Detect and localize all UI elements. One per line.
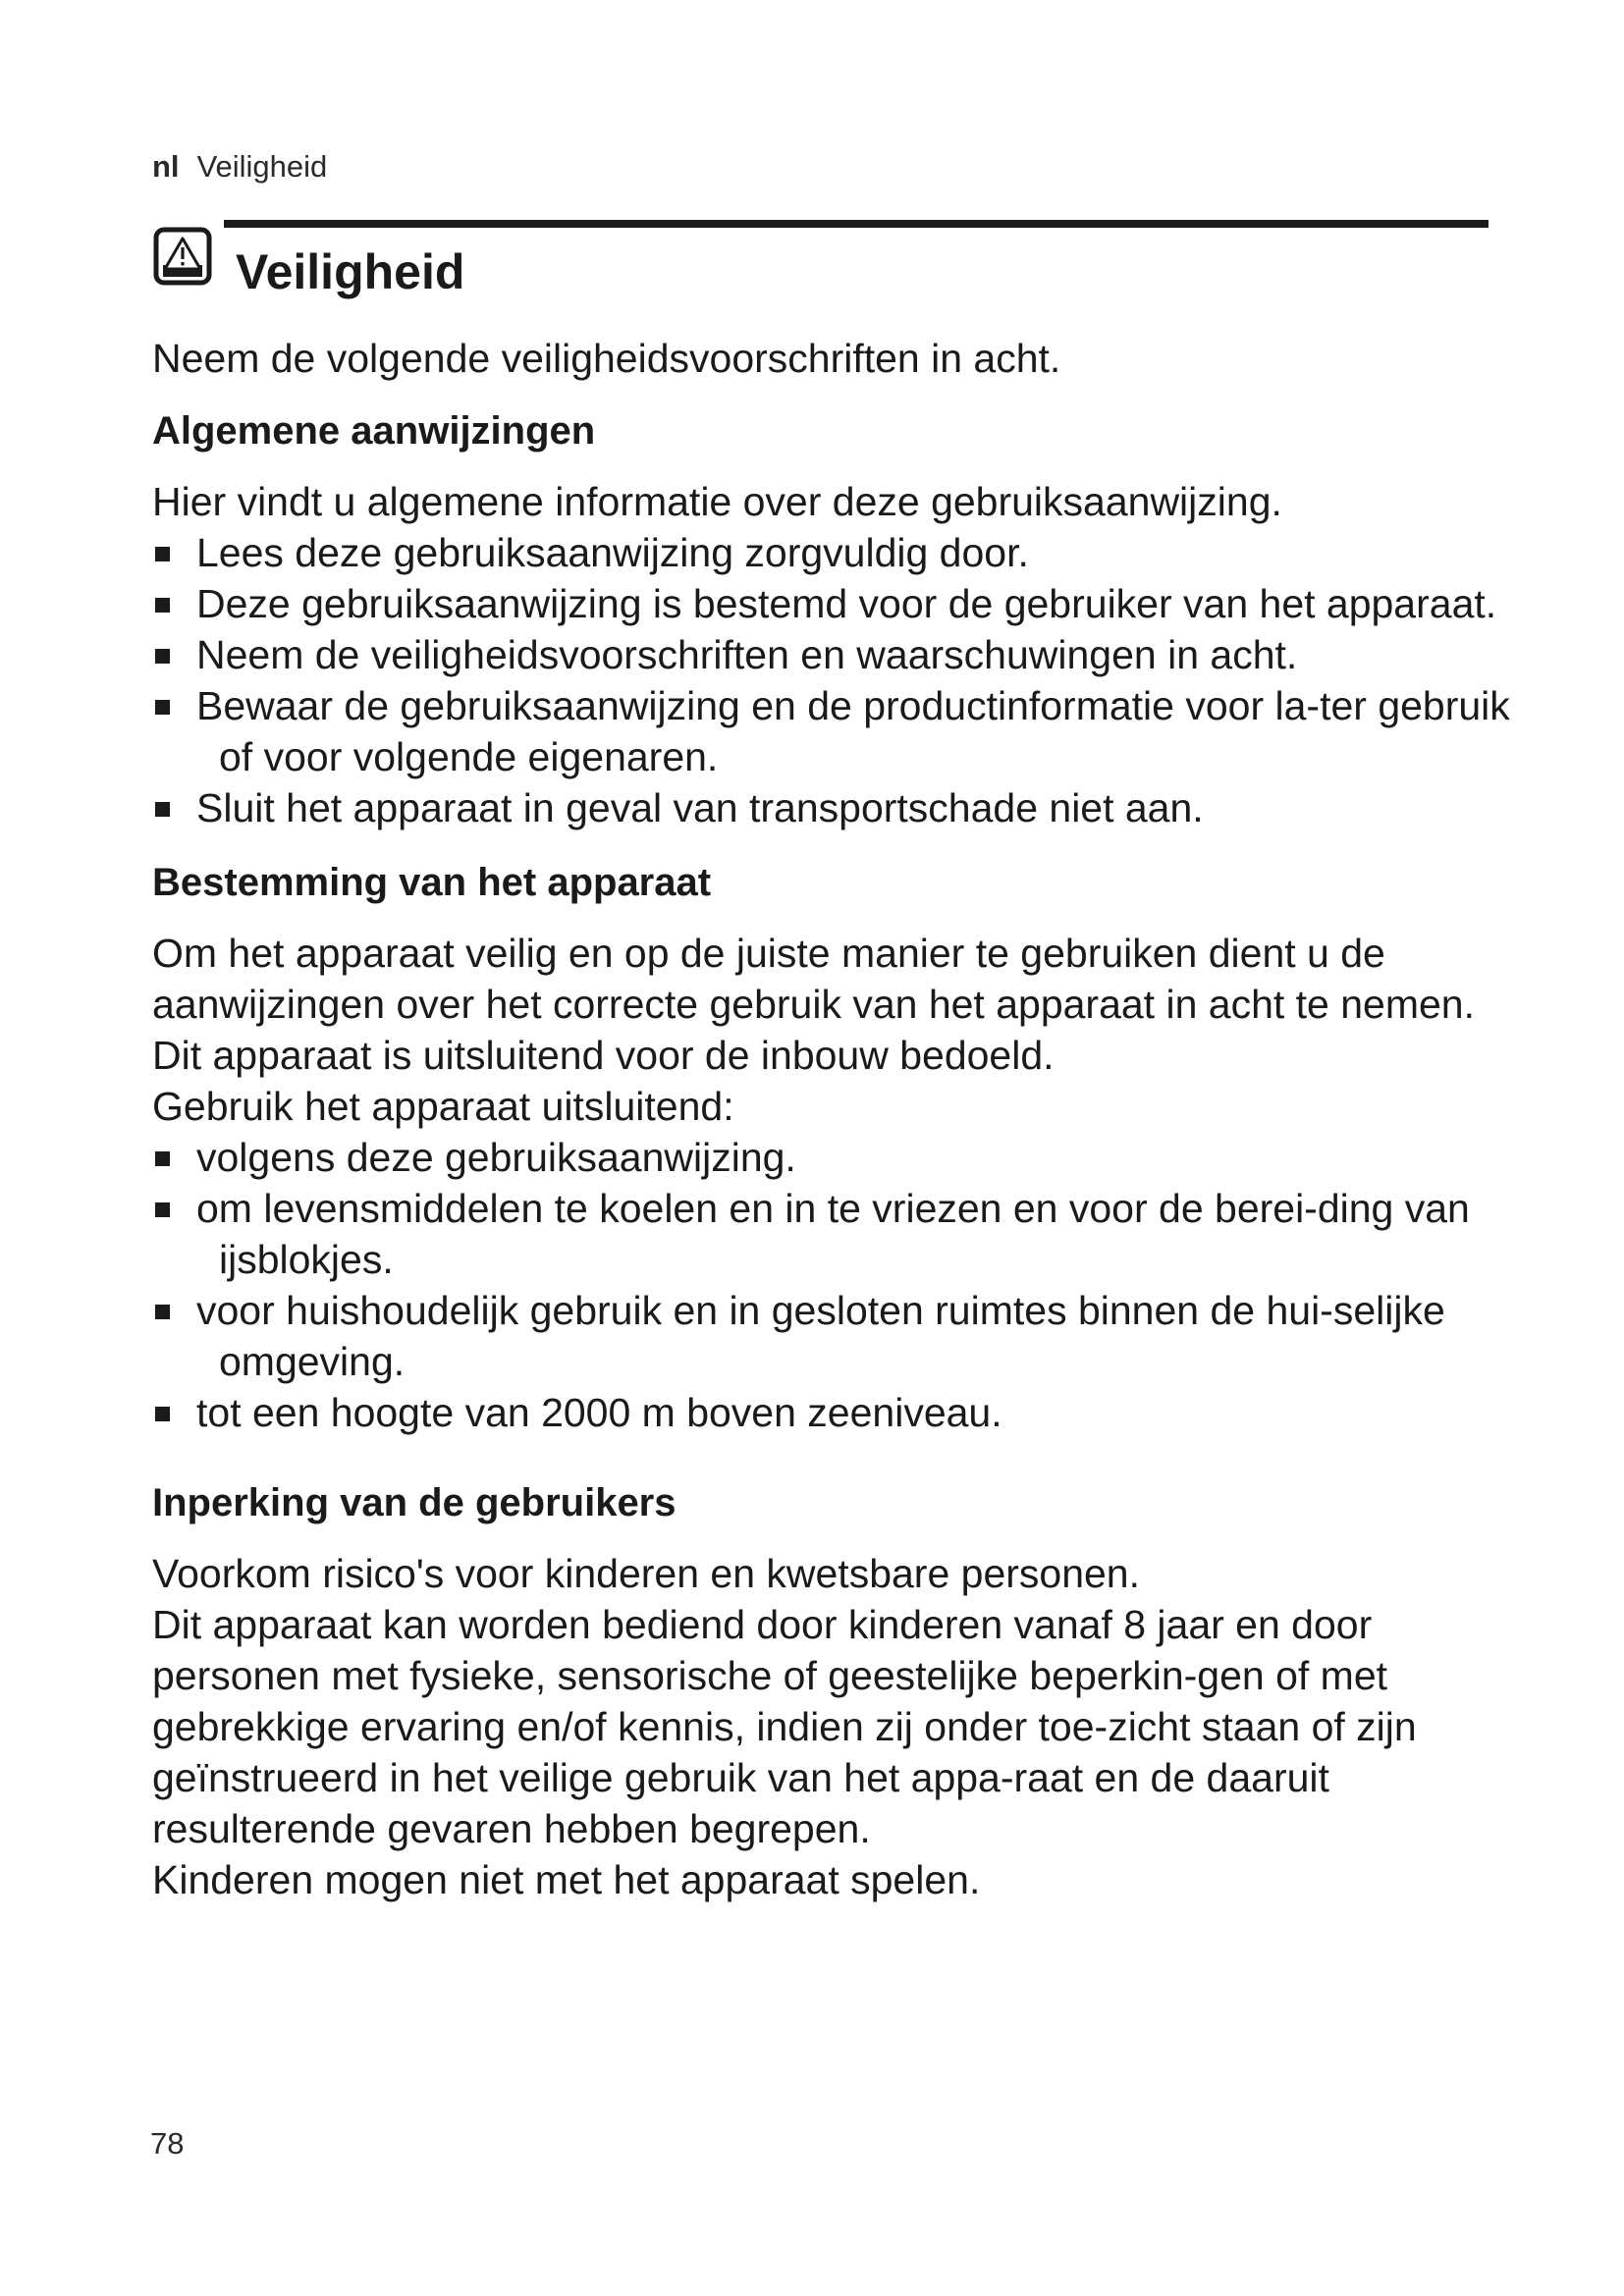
bullet-list [152,1132,1527,1438]
section-heading: Algemene aanwijzingen [152,409,596,453]
list-item: volgens deze gebruiksaanwijzing. [152,1132,1527,1183]
list-item: tot een hoogte van 2000 m boven zeeniveau. [152,1387,1527,1438]
section-heading: Bestemming van het apparaat [152,861,712,904]
title-rule [224,220,1489,228]
list-item: voor huishoudelijk gebruik en in gesloten ruimtes binnen de hui-selijke omgeving. [152,1285,1527,1387]
list-item: Bewaar de gebruiksaanwijzing en de productinformatie voor la-ter gebruik of voor volgende eigenaren. [152,680,1527,782]
section-user-restrictions [152,1477,1527,1905]
running-header [152,147,327,187]
paragraph: Kinderen mogen niet met het apparaat spelen. [152,1857,981,1902]
paragraph: Voorkom risico's voor kinderen en kwetsbare personen. [152,1551,1141,1596]
page-title: Veiligheid [236,244,465,299]
paragraph: Om het apparaat veilig en op de juiste manier te gebruiken dient u de aanwijzingen over het correcte gebruik van het apparaat in acht te nemen. [152,931,1475,1027]
section-general-instructions [152,405,1527,833]
header-language: nl [152,149,180,184]
warning-triangle-icon [153,227,212,286]
paragraph: Dit apparaat is uitsluitend voor de inbouw bedoeld. [152,1033,1055,1078]
section-heading: Inperking van de gebruikers [152,1481,677,1524]
document-body [152,333,1527,1905]
list-item: om levensmiddelen te koelen en in te vriezen en voor de berei-ding van ijsblokjes. [152,1183,1527,1285]
bullet-list [152,527,1527,833]
header-section: Veiligheid [196,149,328,184]
section-intended-use [152,857,1527,1438]
intro-text: Neem de volgende veiligheidsvoorschriften in acht. [152,336,1061,381]
list-item: Sluit het apparaat in geval van transportschade niet aan. [152,782,1527,833]
list-item: Lees deze gebruiksaanwijzing zorgvuldig door. [152,527,1527,578]
list-item: Deze gebruiksaanwijzing is bestemd voor de gebruiker van het apparaat. [152,578,1527,629]
paragraph: Dit apparaat kan worden bediend door kinderen vanaf 8 jaar en door personen met fysieke, sensorische of geestelijke beperkin-gen of met gebrekkige ervaring en/of kennis, indien zij onder toe-zicht staan of zijn geïnstrueerd in het veilige gebruik van het appa-raat en de daaruit resulterende gevaren hebben begrepen. [152,1602,1417,1851]
paragraph: Gebruik het apparaat uitsluitend: [152,1084,734,1129]
list-item: Neem de veiligheidsvoorschriften en waarschuwingen in acht. [152,629,1527,680]
page-number: 78 [150,2126,185,2161]
paragraph: Hier vindt u algemene informatie over deze gebruiksaanwijzing. [152,479,1282,524]
